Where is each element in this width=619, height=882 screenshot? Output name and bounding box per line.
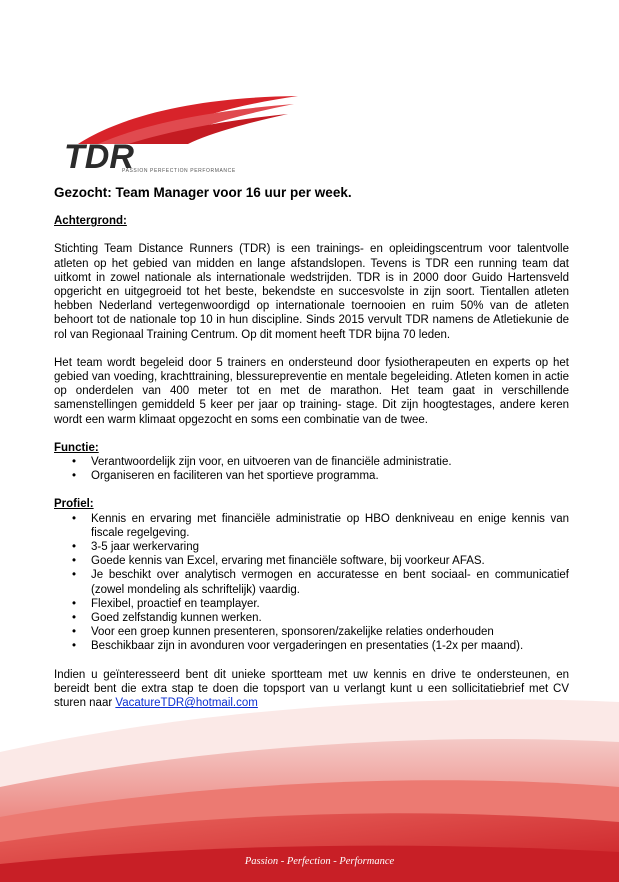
achtergrond-paragraph-2: Het team wordt begeleid door 5 trainers en ondersteund door fysiotherapeuten en experts op het gebied van voeding, krachttraining, blessurepreventie en mentale begeleiding. Atleten komen in actie op onderdelen van 400 meter tot en met de marathon. Het team gaat in verschillende samenstellingen gemiddeld 5 keer per jaar op training- stage. Dit zijn hoogtestages, andere keren wordt een warm klimaat opgezocht en soms een combinatie van de twee. bbox=[54, 356, 569, 426]
footer-swoosh-graphic bbox=[0, 692, 619, 882]
section-heading-profiel: Profiel: bbox=[54, 498, 94, 511]
list-item: • Je beschikt over analytisch vermogen en accuratesse en bent sociaal- en communicatief (zowel mondeling als schriftelijk) vaardig. bbox=[72, 569, 569, 596]
section-heading-functie: Functie: bbox=[54, 441, 99, 454]
list-item: • Flexibel, proactief en teamplayer. bbox=[72, 597, 260, 610]
list-item: • Kennis en ervaring met financiële administratie op HBO denkniveau en enige kennis van fiscale regelgeving. bbox=[72, 512, 569, 539]
list-item: • Voor een groep kunnen presenteren, sponsoren/zakelijke relaties onderhouden bbox=[72, 626, 494, 639]
email-link[interactable]: VacatureTDR@hotmail.com bbox=[115, 697, 258, 710]
profiel-list bbox=[54, 512, 569, 654]
list-item: • Beschikbaar zijn in avonduren voor vergaderingen en presentaties (1-2x per maand). bbox=[72, 640, 524, 653]
page-title: Gezocht: Team Manager voor 16 uur per week. bbox=[54, 185, 352, 200]
logo-wordmark: TDR bbox=[64, 138, 134, 176]
list-item: • Goede kennis van Excel, ervaring met financiële software, bij voorkeur AFAS. bbox=[72, 555, 485, 568]
closing-paragraph: Indien u geïnteresseerd bent dit unieke sportteam met uw kennis en drive te ondersteunen, en bereidt bent die extra stap te doen die topsport van u verlangt kunt u een sollicitatiebrief met CV sturen naar VacatureTDR@hotmail.com bbox=[54, 668, 569, 710]
logo-tagline: PASSION PERFECTION PERFORMANCE bbox=[122, 168, 236, 174]
footer-slogan: Passion - Perfection - Performance bbox=[244, 856, 395, 867]
list-item: • Organiseren en faciliteren van het sportieve programma. bbox=[72, 470, 379, 483]
functie-list bbox=[54, 455, 569, 483]
list-item: • Goed zelfstandig kunnen werken. bbox=[72, 612, 262, 625]
list-item: • Verantwoordelijk zijn voor, en uitvoeren van de financiële administratie. bbox=[72, 456, 452, 469]
section-heading-achtergrond: Achtergrond: bbox=[54, 215, 127, 228]
list-item: • 3-5 jaar werkervaring bbox=[72, 541, 200, 554]
vacancy-content bbox=[54, 186, 569, 710]
achtergrond-paragraph-1: Stichting Team Distance Runners (TDR) is een trainings- en opleidingscentrum voor talentvolle atleten op het gebied van midden en lange afstandslopen. Tevens is TDR een running team dat uitkomt in zowel nationale als internationale wedstrijden. TDR is in 2000 door Guido Hartensveld opgericht en uitgegroeid tot het beste, bekendste en succesvolste in zijn soort. Tientallen atleten hebben Nederland vertegenwoordigd op internationale toernooien en ruim 50% van de atleten behoort tot de nationale top 10 in hun discipline. Sinds 2015 vervult TDR namens de Atletiekunie de rol van Regionaal Training Centrum. Op dit moment heeft TDR bijna 70 leden. bbox=[54, 243, 569, 341]
